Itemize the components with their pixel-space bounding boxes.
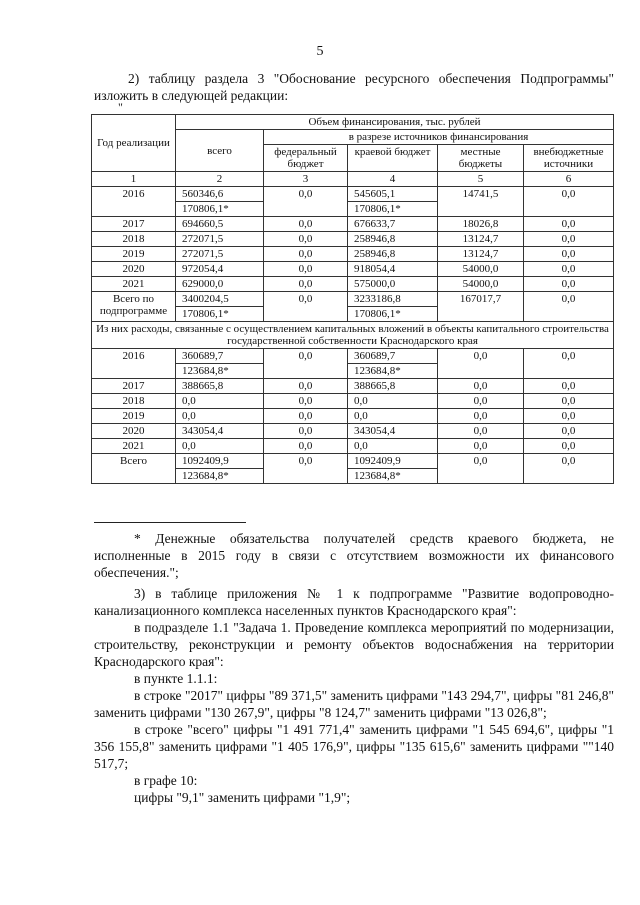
year-cell: 2018 [92,394,176,409]
regional-cell: 575000,0 [348,277,438,292]
federal-cell: 0,0 [264,292,348,322]
extra-cell: 0,0 [524,232,614,247]
total-cell: 560346,6 [176,187,264,202]
year-cell: 2016 [92,187,176,217]
regional-cell: 1092409,9 [348,454,438,469]
footnote-rule [94,522,246,523]
header-row [92,115,614,130]
column-number: 3 [264,172,348,187]
table-row [92,379,614,394]
total-cell: 629000,0 [176,277,264,292]
total-note-cell: 170806,1* [176,202,264,217]
footnote: * Денежные обязательства получателей средств краевого бюджета, не исполненные в 2015 году в связи с отсутствием возможности их финансового обеспечения."; [94,531,614,580]
federal-cell: 0,0 [264,187,348,217]
local-cell: 54000,0 [438,262,524,277]
year-cell: Всего по подпрограмме [92,292,176,322]
federal-cell: 0,0 [264,349,348,379]
regional-cell: 258946,8 [348,247,438,262]
table-row [92,349,614,364]
header-source: внебюджетные источники [524,145,614,172]
year-cell: 2018 [92,232,176,247]
year-cell: 2019 [92,409,176,424]
table-row [92,394,614,409]
quote-mark: " [118,100,123,114]
paragraph: 3) в таблице приложения № 1 к подпрограмме "Развитие водопроводно-канализационного комплекса населенных пунктов Краснодарского края": [94,586,614,618]
regional-cell: 0,0 [348,394,438,409]
extra-cell: 0,0 [524,247,614,262]
table-row [92,262,614,277]
federal-cell: 0,0 [264,379,348,394]
section-row [92,322,614,349]
year-cell: 2020 [92,424,176,439]
regional-cell: 918054,4 [348,262,438,277]
local-cell: 54000,0 [438,277,524,292]
year-cell: 2016 [92,349,176,379]
table-row [92,292,614,307]
year-cell: 2017 [92,217,176,232]
header-source: краевой бюджет [348,145,438,172]
regional-cell: 3233186,8 [348,292,438,307]
local-cell: 18026,8 [438,217,524,232]
regional-cell: 676633,7 [348,217,438,232]
column-number: 5 [438,172,524,187]
total-cell: 272071,5 [176,232,264,247]
extra-cell: 0,0 [524,454,614,484]
extra-cell: 0,0 [524,439,614,454]
federal-cell: 0,0 [264,424,348,439]
header-source: местные бюджеты [438,145,524,172]
regional-note-cell: 123684,8* [348,364,438,379]
local-cell: 0,0 [438,409,524,424]
column-number: 6 [524,172,614,187]
column-number: 1 [92,172,176,187]
table-row [92,454,614,469]
section-title: Из них расходы, связанные с осуществлением капитальных вложений в объекты капитального строительства государственной собственности Краснодарского края [92,322,614,349]
extra-cell: 0,0 [524,409,614,424]
total-cell: 0,0 [176,439,264,454]
total-cell: 694660,5 [176,217,264,232]
extra-cell: 0,0 [524,424,614,439]
federal-cell: 0,0 [264,409,348,424]
local-cell: 13124,7 [438,232,524,247]
financing-table [91,114,614,484]
federal-cell: 0,0 [264,439,348,454]
header-breakdown: в разрезе источников финансирования [264,130,614,145]
total-cell: 272071,5 [176,247,264,262]
extra-cell: 0,0 [524,277,614,292]
body-text [94,530,614,806]
total-cell: 0,0 [176,394,264,409]
table-row [92,409,614,424]
extra-cell: 0,0 [524,394,614,409]
year-cell: 2021 [92,277,176,292]
local-cell: 0,0 [438,439,524,454]
table-row [92,439,614,454]
extra-cell: 0,0 [524,292,614,322]
header-year: Год реализации [92,115,176,172]
total-cell: 360689,7 [176,349,264,364]
year-cell: 2019 [92,247,176,262]
local-cell: 0,0 [438,454,524,484]
paragraph: в пункте 1.1.1: [134,671,218,686]
table-row [92,187,614,202]
header-source: федеральный бюджет [264,145,348,172]
extra-cell: 0,0 [524,217,614,232]
total-cell: 1092409,9 [176,454,264,469]
federal-cell: 0,0 [264,454,348,484]
federal-cell: 0,0 [264,247,348,262]
regional-cell: 388665,8 [348,379,438,394]
page-number: 5 [316,44,324,59]
paragraph: в строке "2017" цифры "89 371,5" заменить цифрами "143 294,7", цифры "81 246,8" заменить цифрами "130 267,9", цифры "8 124,7" заменить цифрами "13 026,8"; [94,688,614,720]
local-cell: 0,0 [438,379,524,394]
total-cell: 388665,8 [176,379,264,394]
intro-paragraph: 2) таблицу раздела 3 "Обоснование ресурсного обеспечения Подпрограммы" изложить в следующей редакции: [94,71,614,103]
paragraph: цифры "9,1" заменить цифрами "1,9"; [134,790,351,805]
extra-cell: 0,0 [524,262,614,277]
year-cell: 2017 [92,379,176,394]
federal-cell: 0,0 [264,262,348,277]
header-total: всего [176,130,264,172]
regional-cell: 0,0 [348,409,438,424]
extra-cell: 0,0 [524,349,614,379]
total-note-cell: 170806,1* [176,307,264,322]
federal-cell: 0,0 [264,217,348,232]
total-cell: 0,0 [176,409,264,424]
regional-note-cell: 170806,1* [348,307,438,322]
local-cell: 0,0 [438,349,524,379]
local-cell: 167017,7 [438,292,524,322]
regional-note-cell: 123684,8* [348,469,438,484]
regional-cell: 258946,8 [348,232,438,247]
column-number: 4 [348,172,438,187]
total-note-cell: 123684,8* [176,364,264,379]
paragraph: в графе 10: [134,773,198,788]
table-row [92,277,614,292]
regional-cell: 343054,4 [348,424,438,439]
total-note-cell: 123684,8* [176,469,264,484]
local-cell: 14741,5 [438,187,524,217]
regional-cell: 545605,1 [348,187,438,202]
federal-cell: 0,0 [264,232,348,247]
local-cell: 0,0 [438,394,524,409]
extra-cell: 0,0 [524,379,614,394]
regional-cell: 0,0 [348,439,438,454]
local-cell: 0,0 [438,424,524,439]
table-row [92,232,614,247]
year-cell: Всего [92,454,176,484]
federal-cell: 0,0 [264,394,348,409]
regional-cell: 360689,7 [348,349,438,364]
table-row [92,217,614,232]
paragraph: в строке "всего" цифры "1 491 771,4" заменить цифрами "1 545 694,6", цифры "1 356 155,8" заменить цифрами "1 405 176,9", цифры "135 615,6" заменить цифрами ""140 517,7; [94,722,614,771]
table-row [92,247,614,262]
header-volume: Объем финансирования, тыс. рублей [176,115,614,130]
column-number: 2 [176,172,264,187]
table-row [92,424,614,439]
federal-cell: 0,0 [264,277,348,292]
year-cell: 2021 [92,439,176,454]
total-cell: 3400204,5 [176,292,264,307]
regional-note-cell: 170806,1* [348,202,438,217]
paragraph: в подразделе 1.1 "Задача 1. Проведение комплекса мероприятий по модернизации, строительству, реконструкции и ремонту объектов водоснабжения на территории Краснодарского края": [94,620,614,669]
total-cell: 972054,4 [176,262,264,277]
local-cell: 13124,7 [438,247,524,262]
total-cell: 343054,4 [176,424,264,439]
extra-cell: 0,0 [524,187,614,217]
year-cell: 2020 [92,262,176,277]
column-numbers-row [92,172,614,187]
